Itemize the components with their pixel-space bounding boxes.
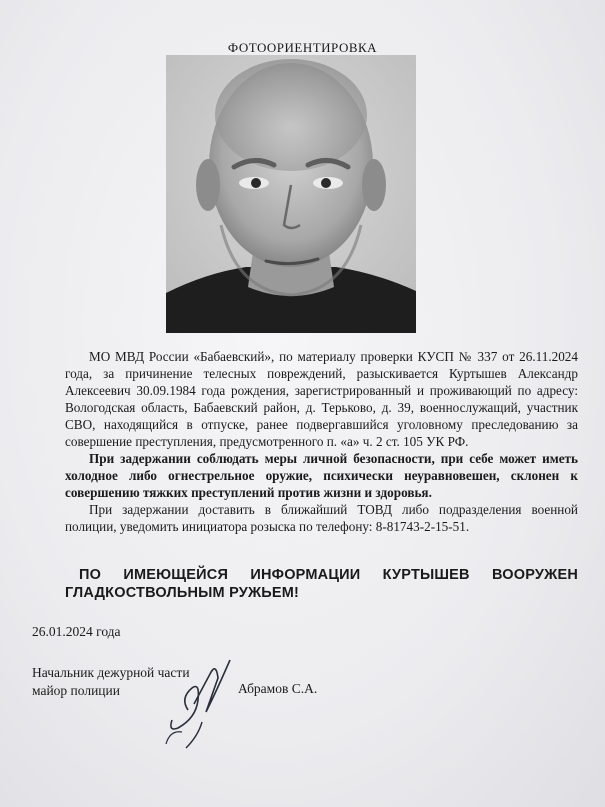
suspect-photo xyxy=(166,55,416,333)
signer-title-position: Начальник дежурной части xyxy=(32,665,190,680)
paragraph-instructions: При задержании доставить в ближайший ТОВД либо подразделения военной полиции, уведомить инициатора розыска по телефону: 8-81743-2-15-51. xyxy=(65,502,578,534)
paragraph-case-details: МО МВД России «Бабаевский», по материалу проверки КУСП № 337 от 26.11.2024 года, за причинение телесных повреждений, разыскивается Куртышев Александр Алексеевич 30.09.1984 года рождения, зарегистрированный и проживающий по адресу: Вологодская область, Бабаевский район, д. Терьково, д. 39, военнослужащий, участник СВО, находящийся в отпуске, ранее подвергавшийся уголовному преследованию за совершение преступления, предусмотренного п. «а» ч. 2 ст. 105 УК РФ. xyxy=(65,349,578,449)
signer-title-rank: майор полиции xyxy=(32,683,120,698)
document-date: 26.01.2024 года xyxy=(32,624,121,639)
document-heading: ФОТООРИЕНТИРОВКА xyxy=(227,40,378,55)
handwritten-signature xyxy=(158,652,238,752)
armed-alert: ПО ИМЕЮЩЕЙСЯ ИНФОРМАЦИИ КУРТЫШЕВ ВООРУЖЕН ГЛАДКОСТВОЛЬНЫМ РУЖЬЕМ! xyxy=(65,567,578,601)
signer-name: Абрамов С.А. xyxy=(238,681,318,696)
paragraph-caution: При задержании соблюдать меры личной безопасности, при себе может иметь холодное либо огнестрельное оружие, психически неуравновешен, склонен к совершению тяжких преступлений против жизни и здоровья. xyxy=(65,451,578,500)
document-body xyxy=(65,348,578,535)
